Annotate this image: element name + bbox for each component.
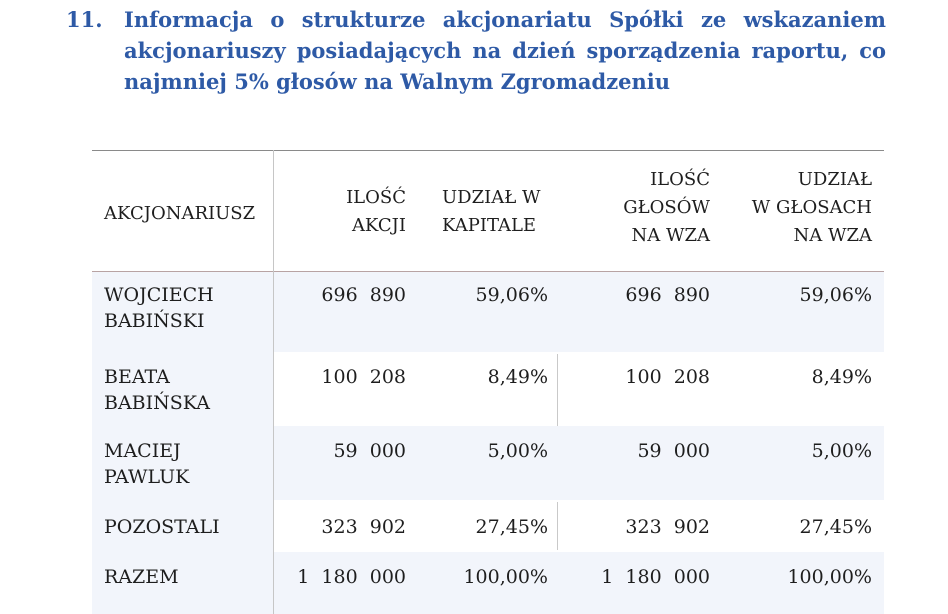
shares-count: 59 000 — [333, 440, 406, 462]
shareholder-name: BEATA BABIŃSKA — [104, 366, 210, 414]
column-header-shares: ILOŚĆ AKCJI — [346, 187, 406, 236]
capital-share: 8,49% — [487, 366, 548, 388]
shares-count: 696 890 — [321, 284, 406, 306]
section-heading — [66, 4, 886, 97]
votes-share: 100,00% — [787, 566, 872, 588]
table-top-rule — [92, 150, 884, 151]
shareholder-name: RAZEM — [104, 566, 179, 588]
votes-count: 1 180 000 — [601, 566, 710, 588]
shares-count: 323 902 — [321, 516, 406, 538]
shareholder-name: MACIEJ PAWLUK — [104, 440, 190, 488]
header-bottom-rule — [92, 271, 884, 272]
shares-count: 100 208 — [321, 366, 406, 388]
capital-share: 27,45% — [475, 516, 548, 538]
shareholder-name: POZOSTALI — [104, 516, 220, 538]
votes-count: 323 902 — [625, 516, 710, 538]
section-title: Informacja o strukturze akcjonariatu Spółki ze wskazaniem akcjonariuszy posiadających na dzień sporządzenia raportu, co najmniej 5% głosów na Walnym Zgromadzeniu — [124, 7, 886, 94]
votes-share: 5,00% — [811, 440, 872, 462]
shareholder-name: WOJCIECH BABIŃSKI — [104, 284, 214, 332]
column-header-votes: ILOŚĆ GŁOSÓW NA WZA — [623, 169, 710, 246]
votes-share: 8,49% — [811, 366, 872, 388]
votes-share: 59,06% — [799, 284, 872, 306]
votes-count: 59 000 — [637, 440, 710, 462]
section-number: 11. — [66, 7, 103, 32]
votes-count: 100 208 — [625, 366, 710, 388]
column-header-votes-share: UDZIAŁ W GŁOSACH NA WZA — [751, 169, 872, 246]
votes-share: 27,45% — [799, 516, 872, 538]
capital-share: 100,00% — [463, 566, 548, 588]
column-header-capital-share: UDZIAŁ W KAPITALE — [442, 187, 541, 236]
capital-share: 59,06% — [475, 284, 548, 306]
capital-share: 5,00% — [487, 440, 548, 462]
votes-count: 696 890 — [625, 284, 710, 306]
shares-count: 1 180 000 — [297, 566, 406, 588]
column-header-shareholder: AKCJONARIUSZ — [104, 203, 256, 224]
